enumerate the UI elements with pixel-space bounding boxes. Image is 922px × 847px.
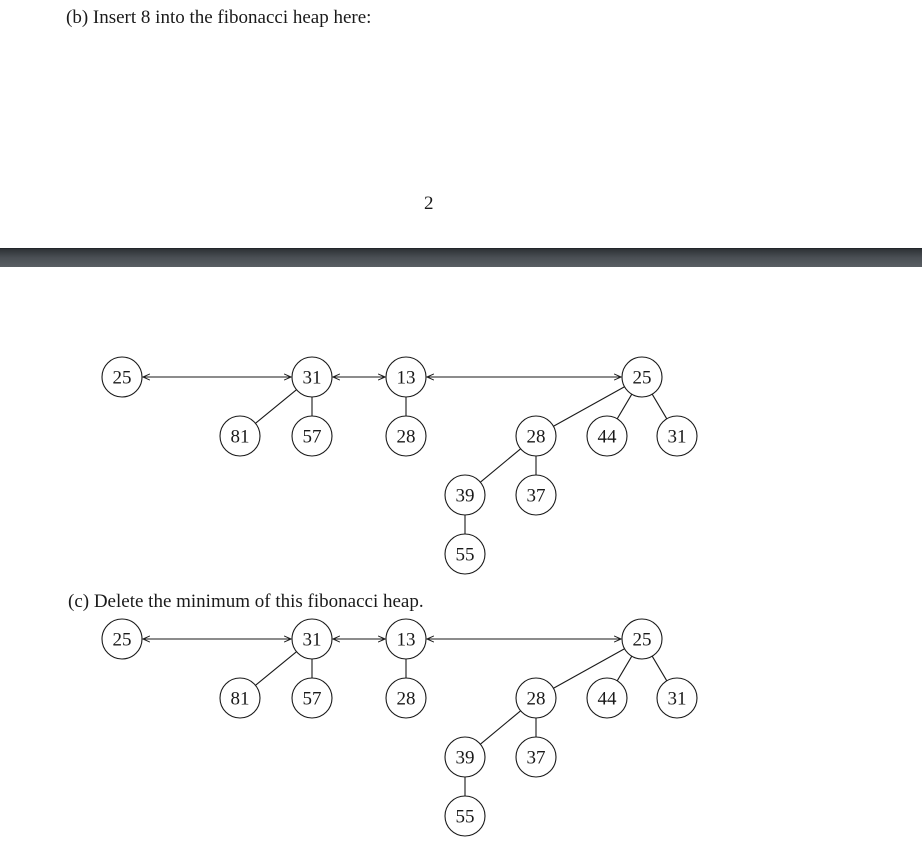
heap-c-diagram xyxy=(0,602,922,842)
page-number: 2 xyxy=(424,193,434,214)
heap-node-7 xyxy=(516,416,556,456)
heap-node-4 xyxy=(220,416,260,456)
heap-node-10 xyxy=(445,737,485,777)
heap-node-5 xyxy=(292,678,332,718)
tree-edge-0 xyxy=(255,652,296,686)
root-node-3 xyxy=(622,619,662,659)
question-c-text: (c) Delete the minimum of this fibonacci heap. xyxy=(68,591,424,612)
node-key: 31 xyxy=(302,367,322,389)
tree-edge-0 xyxy=(255,390,296,424)
node-key: 57 xyxy=(302,426,322,448)
node-key: 25 xyxy=(632,629,652,651)
heap-node-10 xyxy=(445,475,485,515)
root-node-3 xyxy=(622,357,662,397)
node-key: 57 xyxy=(302,688,322,710)
heap-node-6 xyxy=(386,416,426,456)
heap-node-11 xyxy=(516,737,556,777)
tree-edge-4 xyxy=(617,394,632,419)
root-node-2 xyxy=(386,619,426,659)
heap-node-7 xyxy=(516,678,556,718)
node-key: 31 xyxy=(667,426,687,448)
tree-edge-5 xyxy=(652,394,667,419)
node-key: 25 xyxy=(112,629,132,651)
node-key: 37 xyxy=(526,747,546,769)
node-key: 37 xyxy=(526,485,546,507)
heap-node-11 xyxy=(516,475,556,515)
heap-node-5 xyxy=(292,416,332,456)
node-key: 31 xyxy=(302,629,322,651)
heap-node-12 xyxy=(445,796,485,836)
node-key: 44 xyxy=(597,426,617,448)
tree-edge-4 xyxy=(617,656,632,681)
heap-node-6 xyxy=(386,678,426,718)
node-key: 55 xyxy=(455,544,475,566)
question-b-text: (b) Insert 8 into the fibonacci heap here: xyxy=(66,7,372,28)
root-node-2 xyxy=(386,357,426,397)
tree-edge-6 xyxy=(480,449,520,482)
node-key: 13 xyxy=(396,629,416,651)
node-key: 13 xyxy=(396,367,416,389)
tree-edge-5 xyxy=(652,656,667,681)
node-key: 81 xyxy=(230,688,250,710)
node-key: 44 xyxy=(597,688,617,710)
heap-node-9 xyxy=(657,678,697,718)
node-key: 28 xyxy=(396,688,416,710)
page-separator xyxy=(0,248,922,268)
heap-node-8 xyxy=(587,678,627,718)
node-key: 25 xyxy=(632,367,652,389)
node-key: 28 xyxy=(526,688,546,710)
node-key: 55 xyxy=(455,806,475,828)
node-key: 31 xyxy=(667,688,687,710)
root-node-0 xyxy=(102,357,142,397)
heap-node-8 xyxy=(587,416,627,456)
node-key: 39 xyxy=(455,747,475,769)
node-key: 81 xyxy=(230,426,250,448)
heap-node-9 xyxy=(657,416,697,456)
root-node-0 xyxy=(102,619,142,659)
heap-node-4 xyxy=(220,678,260,718)
page-top xyxy=(0,0,922,248)
node-key: 25 xyxy=(112,367,132,389)
node-key: 28 xyxy=(526,426,546,448)
tree-edge-6 xyxy=(480,711,520,744)
root-node-1 xyxy=(292,619,332,659)
heap-node-12 xyxy=(445,534,485,574)
node-key: 28 xyxy=(396,426,416,448)
node-key: 39 xyxy=(455,485,475,507)
root-node-1 xyxy=(292,357,332,397)
